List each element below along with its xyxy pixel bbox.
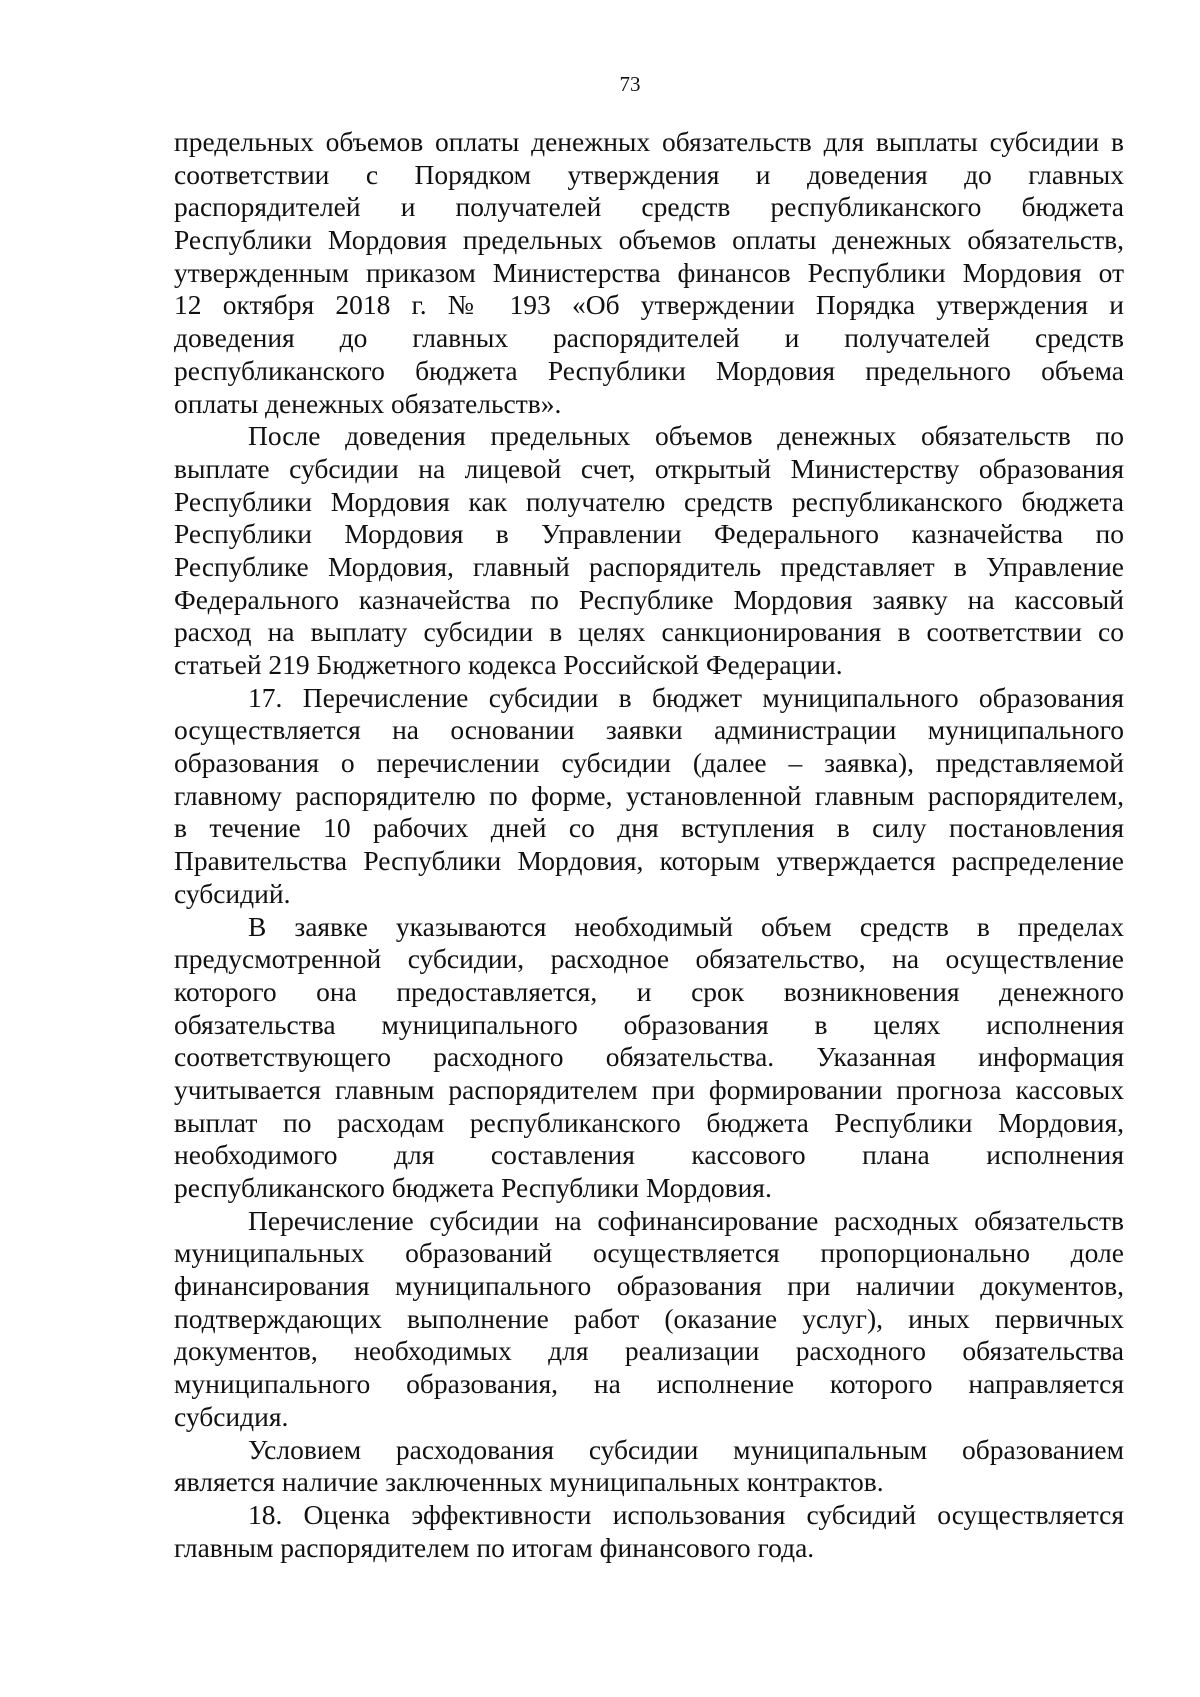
text-line: выплате субсидии на лицевой счет, открытый Министерству образования — [174, 452, 1124, 484]
text-line: предусмотренной субсидии, расходное обязательство, на осуществление — [174, 943, 1124, 975]
text-line: выплат по расходам республиканского бюджета Республики Мордовия, — [174, 1106, 1124, 1138]
text-line: финансирования муниципального образования при наличии документов, — [174, 1270, 1124, 1302]
text-line: документов, необходимых для реализации расходного обязательства — [174, 1335, 1124, 1367]
text-line: Правительства Республики Мордовия, которым утверждается распределение — [174, 845, 1124, 877]
text-line: В заявке указываются необходимый объем средств в пределах — [248, 910, 1124, 942]
text-line: доведения до главных распорядителей и получателей средств — [174, 322, 1124, 354]
text-line: обязательства муниципального образования в целях исполнения — [174, 1008, 1124, 1040]
text-line: Республики Мордовия в Управлении Федерального казначейства по — [174, 518, 1124, 550]
text-line: является наличие заключенных муниципальных контрактов. — [174, 1466, 884, 1498]
document-body — [174, 126, 1124, 1564]
text-line: Республики Мордовия как получателю средств республиканского бюджета — [174, 485, 1124, 517]
text-line: распорядителей и получателей средств республиканского бюджета — [174, 191, 1124, 223]
text-line: субсидия. — [174, 1400, 289, 1432]
text-line: статьей 219 Бюджетного кодекса Российской Федерации. — [174, 649, 843, 680]
text-line: Федерального казначейства по Республике Мордовия заявку на кассовый — [174, 583, 1124, 615]
text-line: учитывается главным распорядителем при формировании прогноза кассовых — [174, 1073, 1124, 1105]
page-number: 73 — [619, 72, 641, 96]
text-line: главному распорядителю по форме, установленной главным распорядителем, — [174, 779, 1124, 811]
text-line: После доведения предельных объемов денежных обязательств по — [248, 420, 1124, 452]
text-line: оплаты денежных обязательств». — [174, 387, 562, 419]
paragraph — [174, 420, 1124, 682]
text-line: Республике Мордовия, главный распорядитель представляет в Управление — [174, 550, 1124, 582]
text-line: которого она предоставляется, и срок возникновения денежного — [174, 975, 1124, 1007]
text-line: Перечисление субсидии на софинансирование расходных обязательств — [248, 1204, 1124, 1236]
paragraph — [174, 1499, 1124, 1564]
text-line: главным распорядителем по итогам финансового года. — [174, 1531, 815, 1563]
text-line: 12 октября 2018 г. № 193 «Об утверждении Порядка утверждения и — [174, 289, 1124, 321]
paragraph — [174, 1434, 1124, 1499]
text-line: 18. Оценка эффективности использования субсидий осуществляется — [248, 1498, 1124, 1530]
text-line: необходимого для составления кассового плана исполнения — [174, 1139, 1124, 1171]
text-line: муниципальных образований осуществляется пропорционально доле — [174, 1237, 1124, 1269]
text-line: Республики Мордовия предельных объемов оплаты денежных обязательств, — [174, 224, 1124, 256]
text-line: республиканского бюджета Республики Мордовия. — [174, 1172, 772, 1203]
text-line: предельных объемов оплаты денежных обязательств для выплаты субсидии в — [174, 126, 1124, 157]
paragraph — [174, 911, 1124, 1205]
text-line: образования о перечислении субсидии (далее – заявка), представляемой — [174, 747, 1124, 779]
text-line: соответствии с Порядком утверждения и доведения до главных — [174, 158, 1124, 190]
paragraph — [174, 126, 1124, 420]
paragraph — [174, 682, 1124, 911]
text-line: республиканского бюджета Республики Мордовия предельного объема — [174, 354, 1124, 386]
text-line: осуществляется на основании заявки администрации муниципального — [174, 714, 1124, 746]
text-line: Условием расходования субсидии муниципальным образованием — [248, 1433, 1124, 1465]
text-line: расход на выплату субсидии в целях санкционирования в соответствии со — [174, 616, 1124, 648]
paragraph — [174, 1205, 1124, 1434]
text-line: 17. Перечисление субсидии в бюджет муниципального образования — [248, 681, 1124, 713]
text-line: субсидий. — [174, 877, 291, 909]
text-line: муниципального образования, на исполнение которого направляется — [174, 1368, 1124, 1400]
text-line: соответствующего расходного обязательства. Указанная информация — [174, 1041, 1124, 1073]
text-line: в течение 10 рабочих дней со дня вступления в силу постановления — [174, 812, 1124, 844]
text-line: подтверждающих выполнение работ (оказание услуг), иных первичных — [174, 1302, 1124, 1334]
text-line: утвержденным приказом Министерства финансов Республики Мордовия от — [174, 256, 1124, 288]
